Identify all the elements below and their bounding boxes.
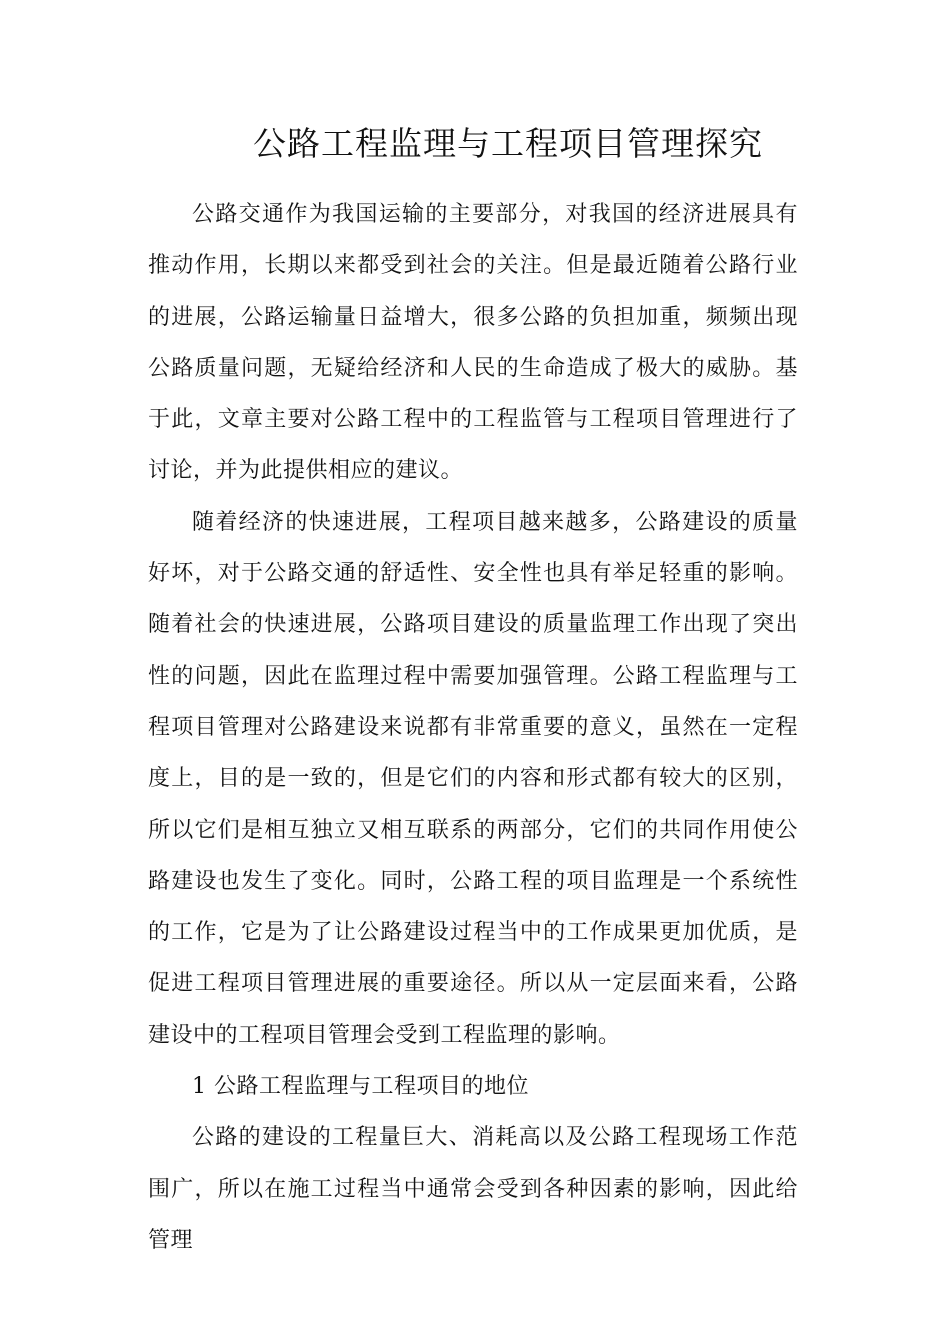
document-body <box>148 189 798 1266</box>
intro-paragraph: 公路交通作为我国运输的主要部分，对我国的经济进展具有推动作用，长期以来都受到社会的关注。但是最近随着公路行业的进展，公路运输量日益增大，很多公路的负担加重，频频出现公路质量问题，无疑给经济和人民的生命造成了极大的威胁。基于此，文章主要对公路工程中的工程监管与工程项目管理进行了讨论，并为此提供相应的建议。 <box>148 202 798 484</box>
section-heading: 1 公路工程监理与工程项目的地位 <box>192 1074 529 1100</box>
background-paragraph: 随着经济的快速进展，工程项目越来越多，公路建设的质量好坏，对于公路交通的舒适性、安全性也具有举足轻重的影响。随着社会的快速进展，公路项目建设的质量监理工作出现了突出性的问题，因此在监理过程中需要加强管理。公路工程监理与工程项目管理对公路建设来说都有非常重要的意义，虽然在一定程度上，目的是一致的，但是它们的内容和形式都有较大的区别，所以它们是相互独立又相互联系的两部分，它们的共同作用使公路建设也发生了变化。同时，公路工程的项目监理是一个系统性的工作，它是为了让公路建设过程当中的工作成果更加优质，是促进工程项目管理进展的重要途径。所以从一定层面来看，公路建设中的工程项目管理会受到工程监理的影响。 <box>148 509 798 1048</box>
section-paragraph: 公路的建设的工程量巨大、消耗高以及公路工程现场工作范围广，所以在施工过程当中通常会受到各种因素的影响，因此给管理 <box>148 1125 798 1253</box>
document-title: 公路工程监理与工程项目管理探究 <box>253 124 763 163</box>
